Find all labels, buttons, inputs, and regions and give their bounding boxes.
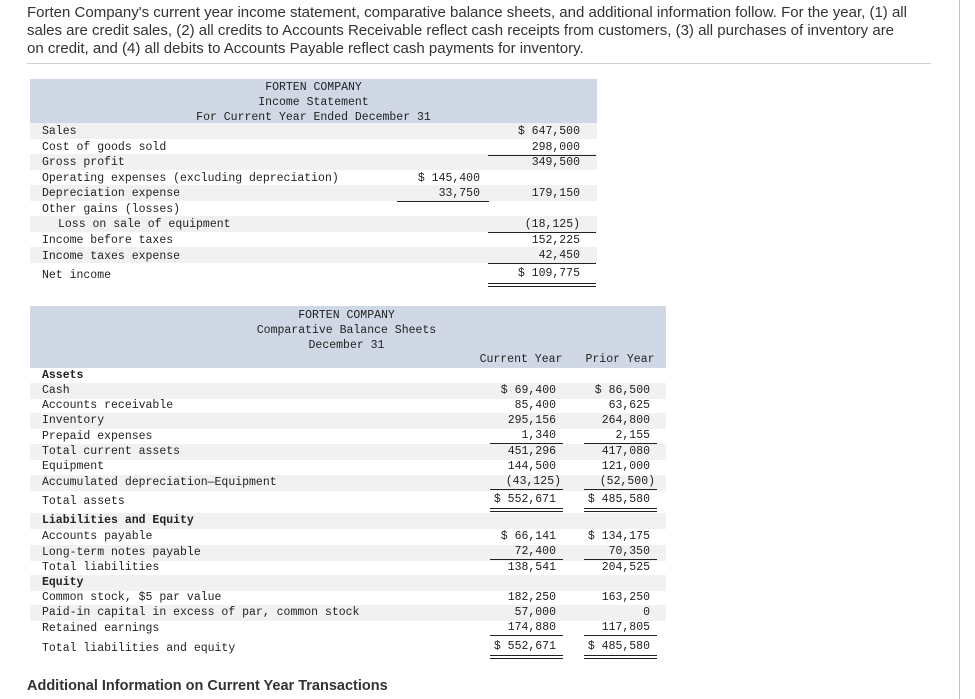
equity-label-total-liabilities-equity: Total liabilities and equity [42,642,236,655]
equity-label-retained-earnings: Retained earnings [42,622,160,635]
liab-current-long-term-notes: 72,400 [514,545,556,558]
income-total-expenses: 179,150 [531,187,580,200]
intro-paragraph: Forten Company's current year income statement, comparative balance sheets, and additional information follow. For the year, (1) all sales are credit sales, (2) all credits to Accounts Receivable reflect cash receipts from customers, (3) all purchases of inventory are on credit, and (4) all debits to Accounts Payable reflect cash payments for inventory. [27,4,907,57]
asset-label-accounts-receivable: Accounts receivable [42,399,174,412]
asset-label-total-current: Total current assets [42,445,181,458]
double-underline [490,655,563,656]
asset-prior-total-assets: $ 485,580 [587,493,650,506]
asset-label-cash: Cash [42,384,70,397]
underline [488,232,596,233]
income-label-gross-profit: Gross profit [42,156,125,169]
additional-info-heading: Additional Information on Current Year Transactions [27,678,388,694]
underline [490,443,563,444]
income-total-taxes: 42,450 [538,249,580,262]
underline [584,489,657,490]
asset-label-inventory: Inventory [42,414,105,427]
income-title: Income Statement [258,96,369,109]
asset-label-accumulated-depreciation: Accumulated depreciation—Equipment [42,476,277,489]
asset-prior-equipment: 121,000 [601,460,650,473]
income-label-taxes: Income taxes expense [42,250,181,263]
row-stripe [30,575,666,591]
asset-prior-total-current: 417,080 [601,445,650,458]
asset-current-accumulated-depreciation: (43,125) [505,475,561,488]
equity-label-common-stock: Common stock, $5 par value [42,591,222,604]
underline [584,443,657,444]
income-period: For Current Year Ended December 31 [196,111,431,124]
income-inner-depreciation: 33,750 [438,187,480,200]
double-underline [488,286,596,287]
liab-label-total-liabilities: Total liabilities [42,561,160,574]
asset-label-equipment: Equipment [42,460,105,473]
underline [584,559,657,560]
liab-prior-accounts-payable: $ 134,175 [587,530,650,543]
equity-current-paid-in-capital: 57,000 [514,606,556,619]
income-total-loss-on-sale: (18,125) [524,218,580,231]
income-label-other-gains: Other gains (losses) [42,203,181,216]
equity-heading: Equity [42,576,84,589]
income-company: FORTEN COMPANY [265,81,362,94]
income-total-net-income: $ 109,775 [517,267,580,280]
double-underline [584,508,657,509]
income-inner-operating-expenses: $ 145,400 [417,172,480,185]
liab-label-accounts-payable: Accounts payable [42,530,153,543]
asset-prior-cash: $ 86,500 [594,384,650,397]
equity-prior-paid-in-capital: 0 [643,606,650,619]
income-total-sales: $ 647,500 [517,125,580,138]
equity-prior-common-stock: 163,250 [601,591,650,604]
equity-prior-retained-earnings: 117,805 [601,621,650,634]
asset-current-total-current: 451,296 [507,445,556,458]
income-label-income-before-taxes: Income before taxes [42,234,174,247]
equity-current-common-stock: 182,250 [507,591,556,604]
liab-current-accounts-payable: $ 66,141 [500,530,556,543]
income-label-cogs: Cost of goods sold [42,141,167,154]
asset-prior-inventory: 264,800 [601,414,650,427]
liabilities-heading: Liabilities and Equity [42,514,194,527]
asset-current-cash: $ 69,400 [500,384,556,397]
double-underline [584,655,657,656]
underline [584,635,657,636]
underline [397,201,489,202]
income-label-net-income: Net income [42,269,112,282]
balance-company: FORTEN COMPANY [298,309,395,322]
column-header-current: Current Year [479,353,563,366]
column-header-prior: Prior Year [585,353,655,366]
income-label-sales: Sales [42,125,77,138]
balance-title: Comparative Balance Sheets [256,324,437,337]
underline [488,263,596,264]
liab-label-long-term-notes: Long-term notes payable [42,546,201,559]
equity-prior-total-liabilities-equity: $ 485,580 [587,640,650,653]
equity-current-total-liabilities-equity: $ 552,671 [493,640,556,653]
income-label-loss-on-sale: Loss on sale of equipment [58,218,231,231]
double-underline [490,511,563,512]
income-total-income-before-taxes: 152,225 [531,234,580,247]
income-label-operating-expenses: Operating expenses (excluding depreciation) [42,172,339,185]
double-underline [488,283,596,284]
income-total-gross-profit: 349,500 [531,156,580,169]
double-underline [584,658,657,659]
liab-current-total-liabilities: 138,541 [507,561,556,574]
page-border [959,0,960,699]
intro-divider [27,63,931,64]
asset-current-accounts-receivable: 85,400 [514,399,556,412]
double-underline [584,511,657,512]
underline [490,635,563,636]
balance-date: December 31 [308,339,385,352]
asset-prior-prepaid-expenses: 2,155 [615,429,650,442]
liab-prior-total-liabilities: 204,525 [601,561,650,574]
asset-current-inventory: 295,156 [507,414,556,427]
underline [490,559,563,560]
asset-current-total-assets: $ 552,671 [493,493,556,506]
liab-prior-long-term-notes: 70,350 [608,545,650,558]
assets-heading: Assets [42,369,84,382]
equity-label-paid-in-capital: Paid-in capital in excess of par, common stock [42,606,360,619]
underline [490,489,563,490]
asset-current-equipment: 144,500 [507,460,556,473]
double-underline [490,508,563,509]
income-total-cogs: 298,000 [531,141,580,154]
asset-label-total-assets: Total assets [42,495,125,508]
equity-current-retained-earnings: 174,880 [507,621,556,634]
asset-label-prepaid-expenses: Prepaid expenses [42,430,153,443]
asset-prior-accumulated-depreciation: (52,500) [599,475,655,488]
asset-current-prepaid-expenses: 1,340 [521,429,556,442]
income-label-depreciation: Depreciation expense [42,187,181,200]
asset-prior-accounts-receivable: 63,625 [608,399,650,412]
double-underline [490,658,563,659]
